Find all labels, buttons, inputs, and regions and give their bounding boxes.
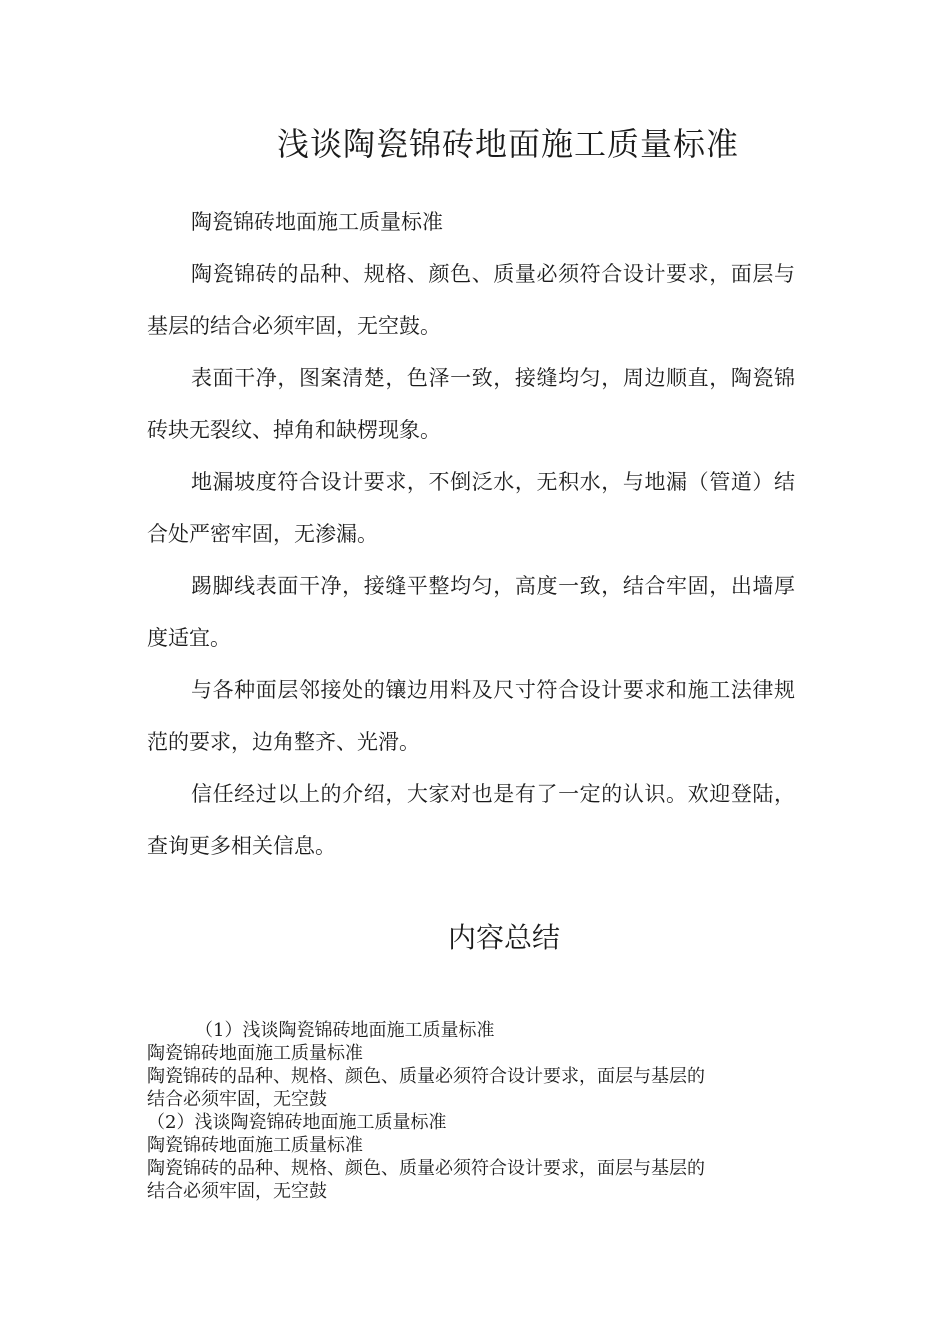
document-body [147, 196, 795, 872]
summary-line: 陶瓷锦砖的品种、规格、颜色、质量必须符合设计要求，面层与基层的 [147, 1066, 705, 1087]
summary-line: （1）浅谈陶瓷锦砖地面施工质量标准 [195, 1020, 495, 1041]
summary-line: 陶瓷锦砖地面施工质量标准 [147, 1135, 363, 1156]
paragraph: 地漏坡度符合设计要求，不倒泛水，无积水，与地漏（管道）结合处严密牢固，无渗漏。 [147, 470, 795, 546]
summary-block [147, 1019, 795, 1203]
summary-title: 内容总结 [447, 921, 560, 954]
paragraph: 陶瓷锦砖的品种、规格、颜色、质量必须符合设计要求，面层与基层的结合必须牢固，无空鼓。 [147, 262, 795, 338]
paragraph: 与各种面层邻接处的镶边用料及尺寸符合设计要求和施工法律规范的要求，边角整齐、光滑。 [147, 678, 795, 754]
paragraph: 表面干净，图案清楚，色泽一致，接缝均匀，周边顺直，陶瓷锦砖块无裂纹、掉角和缺楞现象。 [147, 366, 795, 442]
summary-line: 结合必须牢固，无空鼓 [147, 1089, 327, 1110]
paragraph: 陶瓷锦砖地面施工质量标准 [191, 210, 443, 234]
document-title: 浅谈陶瓷锦砖地面施工质量标准 [276, 125, 739, 163]
summary-line: 结合必须牢固，无空鼓 [147, 1181, 327, 1202]
paragraph: 信任经过以上的介绍，大家对也是有了一定的认识。欢迎登陆，查询更多相关信息。 [147, 782, 795, 858]
summary-line: （2）浅谈陶瓷锦砖地面施工质量标准 [147, 1112, 447, 1133]
summary-line: 陶瓷锦砖的品种、规格、颜色、质量必须符合设计要求，面层与基层的 [147, 1158, 705, 1179]
paragraph: 踢脚线表面干净，接缝平整均匀，高度一致，结合牢固，出墙厚度适宜。 [147, 574, 795, 650]
summary-line: 陶瓷锦砖地面施工质量标准 [147, 1043, 363, 1064]
